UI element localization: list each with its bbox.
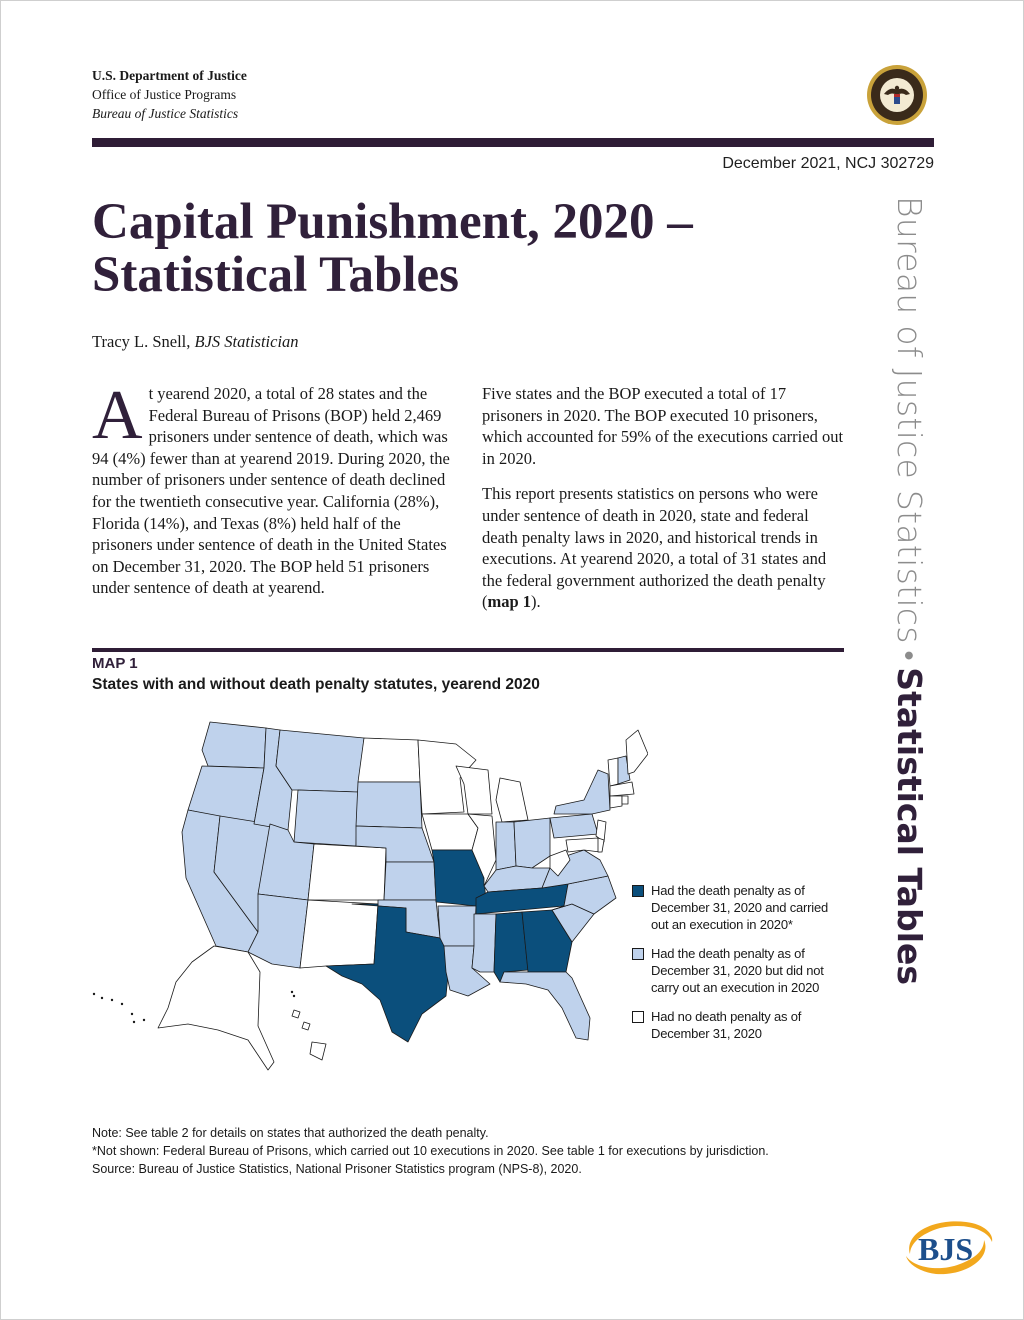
map-legend — [632, 882, 847, 1054]
map-reference-link[interactable]: map 1 — [487, 592, 532, 612]
paragraph-3-start: This report presents statistics on persons who were under sentence of death in 2020, state and federal death penalty laws in 2020, and historical trends in executions. At yearend 2020, a total of 31 states and the federal government authorized the death penalty ( — [482, 484, 827, 612]
state-de — [598, 838, 604, 852]
state-hi-3 — [302, 1022, 310, 1030]
header-rule — [92, 138, 934, 147]
legend-text-no-penalty: Had no death penalty as of December 31, 2020 — [651, 1009, 802, 1041]
department-name: U.S. Department of Justice — [92, 68, 247, 83]
bjs-logo-text: BJS — [918, 1231, 974, 1267]
note-2: *Not shown: Federal Bureau of Prisons, which carried out 10 executions in 2020. See table 1 for executions by jurisdiction. — [92, 1144, 769, 1158]
report-title — [92, 196, 852, 302]
drop-cap: A — [92, 377, 143, 454]
state-co — [308, 844, 386, 900]
paragraph-2: Five states and the BOP executed a total of 17 prisoners in 2020. The BOP executed 10 prisoners, which accounted for 59% of the executions carried out in 2020. — [482, 384, 844, 468]
state-ny — [554, 770, 610, 814]
title-line-1: Capital Punishment, 2020 – — [92, 194, 693, 250]
state-ks — [384, 862, 436, 900]
legend-swatch-penalty-no-execution — [632, 948, 644, 960]
state-ia — [422, 814, 478, 850]
state-oh — [514, 818, 550, 868]
author-line — [92, 332, 299, 352]
state-nm — [300, 900, 378, 968]
side-label-series: Statistical Tables — [890, 667, 929, 986]
state-md — [566, 838, 600, 852]
side-label-bureau: Bureau of Justice Statistics — [890, 196, 929, 644]
office-name: Office of Justice Programs — [92, 87, 237, 102]
us-death-penalty-map — [88, 710, 648, 1102]
state-sd — [356, 782, 422, 828]
state-wy — [294, 790, 358, 846]
map-label: MAP 1 — [92, 655, 138, 672]
legend-item-penalty-no-execution — [632, 945, 847, 996]
state-ar — [438, 906, 476, 946]
state-wa — [202, 722, 266, 768]
legend-swatch-no-penalty — [632, 1011, 644, 1023]
side-label-separator: • — [890, 649, 926, 662]
source-note: Source: Bureau of Justice Statistics, National Prisoner Statistics program (NPS-8), 2020. — [92, 1162, 582, 1176]
state-in — [496, 822, 516, 870]
paragraph-3 — [482, 483, 844, 613]
state-ak — [158, 946, 274, 1070]
state-nd — [358, 738, 420, 782]
state-ms — [472, 914, 496, 972]
state-pa — [550, 814, 598, 838]
state-vt — [608, 758, 618, 786]
note-1: Note: See table 2 for details on states that authorized the death penalty. — [92, 1126, 489, 1140]
legend-item-executed — [632, 882, 847, 933]
state-mt — [276, 730, 364, 792]
map-rule — [92, 648, 844, 652]
title-line-2: Statistical Tables — [92, 247, 459, 303]
legend-text-executed: Had the death penalty as of December 31, 2020 and carried out an execution in 2020* — [651, 883, 829, 932]
state-me — [626, 730, 648, 774]
issue-date: December 2021, NCJ 302729 — [722, 155, 934, 172]
agency-header — [92, 66, 247, 123]
state-ri — [622, 796, 628, 804]
bureau-name: Bureau of Justice Statistics — [92, 106, 239, 121]
map-title: States with and without death penalty statutes, yearend 2020 — [92, 676, 540, 693]
state-fl — [500, 972, 590, 1040]
state-hi — [310, 1042, 326, 1060]
author-role: BJS Statistician — [194, 332, 299, 351]
author-name: Tracy L. Snell, — [92, 332, 195, 351]
state-hi-2 — [292, 1010, 300, 1018]
paragraph-1-text: t yearend 2020, a total of 28 states and the Federal Bureau of Prisons (BOP) held 2,469 prisoners under sentence of death, which was 94 (4%) fewer than at yearend 2019. During 2020, the number of prisoners under sentence of death declined for the twentieth consecutive year. California (28%), Florida (14%), and Texas (8%) held half of the prisoners under sentence of death in the United States on December 31, 2020. The BOP held 51 prisoners under sentence of death at yearend. — [92, 384, 450, 598]
legend-text-penalty-no-execution: Had the death penalty as of December 31, 2020 but did not carry out an execution in 2020 — [651, 946, 824, 995]
paragraph-3-end: ). — [531, 592, 541, 612]
body-column-right — [482, 383, 844, 613]
legend-item-no-penalty — [632, 1008, 847, 1042]
map-notes — [92, 1124, 852, 1178]
doj-seal-icon — [866, 64, 928, 126]
legend-swatch-executed — [632, 885, 644, 897]
side-series-label — [890, 196, 933, 986]
body-column-left — [92, 377, 454, 599]
bjs-logo-icon — [896, 1214, 996, 1280]
state-ct — [610, 796, 622, 808]
state-mi — [496, 778, 528, 822]
intro-paragraph — [92, 377, 454, 599]
